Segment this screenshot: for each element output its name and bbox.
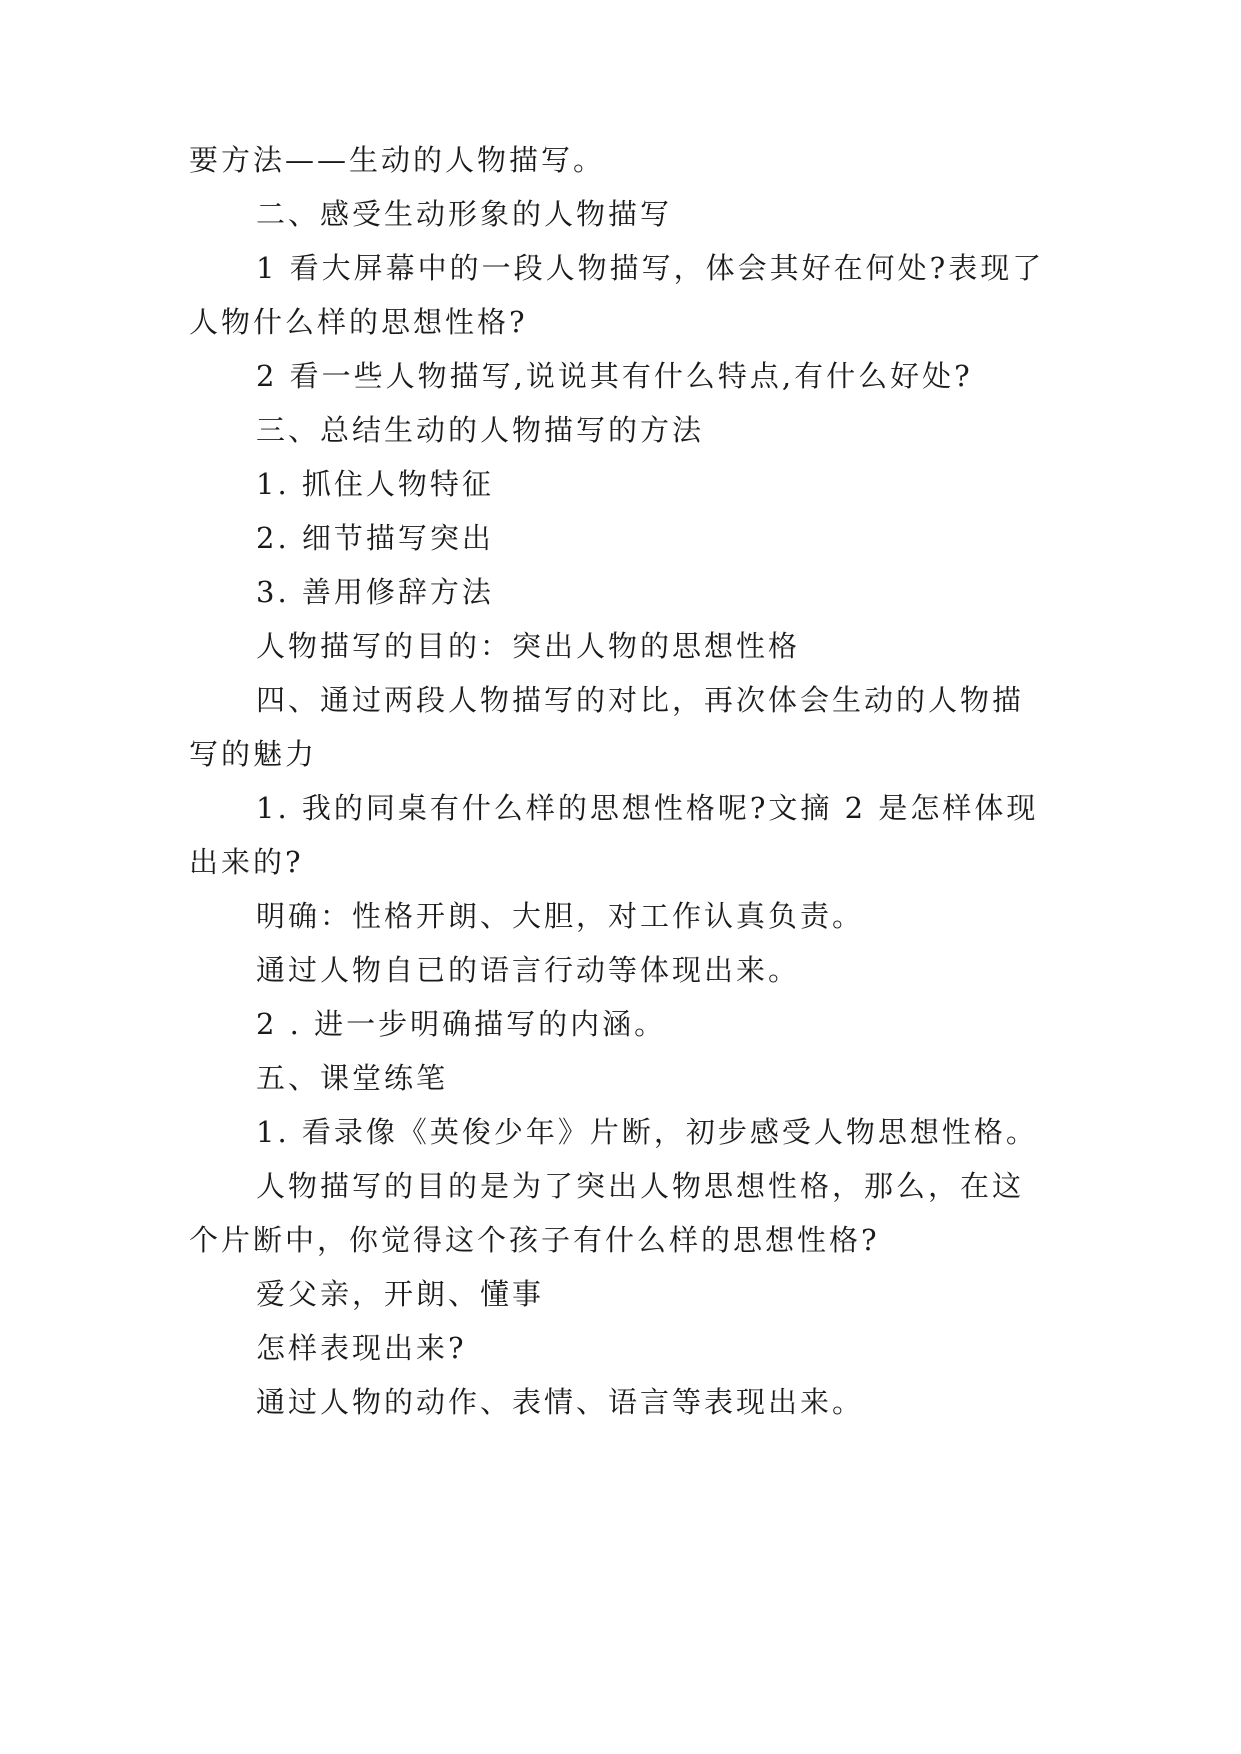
text-line: 2 看一些人物描写,说说其有什么特点,有什么好处? (256, 359, 973, 393)
text-line: 明确：性格开朗、大胆，对工作认真负责。 (256, 899, 865, 933)
list-item: 2. 细节描写突出 (256, 521, 494, 555)
list-item: 3. 善用修辞方法 (256, 575, 494, 609)
text-line: 通过人物的动作、表情、语言等表现出来。 (256, 1385, 865, 1419)
text-line: 出来的? (189, 845, 304, 879)
list-item: 1. 看录像《英俊少年》片断，初步感受人物思想性格。 (256, 1115, 1038, 1149)
text-line: 怎样表现出来? (256, 1331, 467, 1365)
section-heading: 三、总结生动的人物描写的方法 (256, 413, 705, 447)
text-line: 人物什么样的思想性格? (189, 305, 528, 339)
section-heading: 四、通过两段人物描写的对比，再次体会生动的人物描 (256, 683, 1025, 717)
text-line: 个片断中，你觉得这个孩子有什么样的思想性格? (189, 1223, 880, 1257)
text-line: 人物描写的目的是为了突出人物思想性格，那么，在这 (256, 1169, 1025, 1203)
list-item: 2 . 进一步明确描写的内涵。 (256, 1007, 667, 1041)
list-item: 1. 我的同桌有什么样的思想性格呢?文摘 2 是怎样体现 (256, 791, 1039, 825)
section-heading: 五、课堂练笔 (256, 1061, 449, 1095)
section-heading-continued: 写的魅力 (189, 737, 318, 771)
list-item: 1. 抓住人物特征 (256, 467, 494, 501)
text-line: 爱父亲，开朗、懂事 (256, 1277, 545, 1311)
text-line: 人物描写的目的：突出人物的思想性格 (256, 629, 801, 663)
text-line: 通过人物自已的语言行动等体现出来。 (256, 953, 801, 987)
text-line: 1 看大屏幕中的一段人物描写，体会其好在何处?表现了 (256, 251, 1045, 285)
section-heading: 二、感受生动形象的人物描写 (256, 197, 673, 231)
text-line: 要方法——生动的人物描写。 (189, 143, 606, 177)
